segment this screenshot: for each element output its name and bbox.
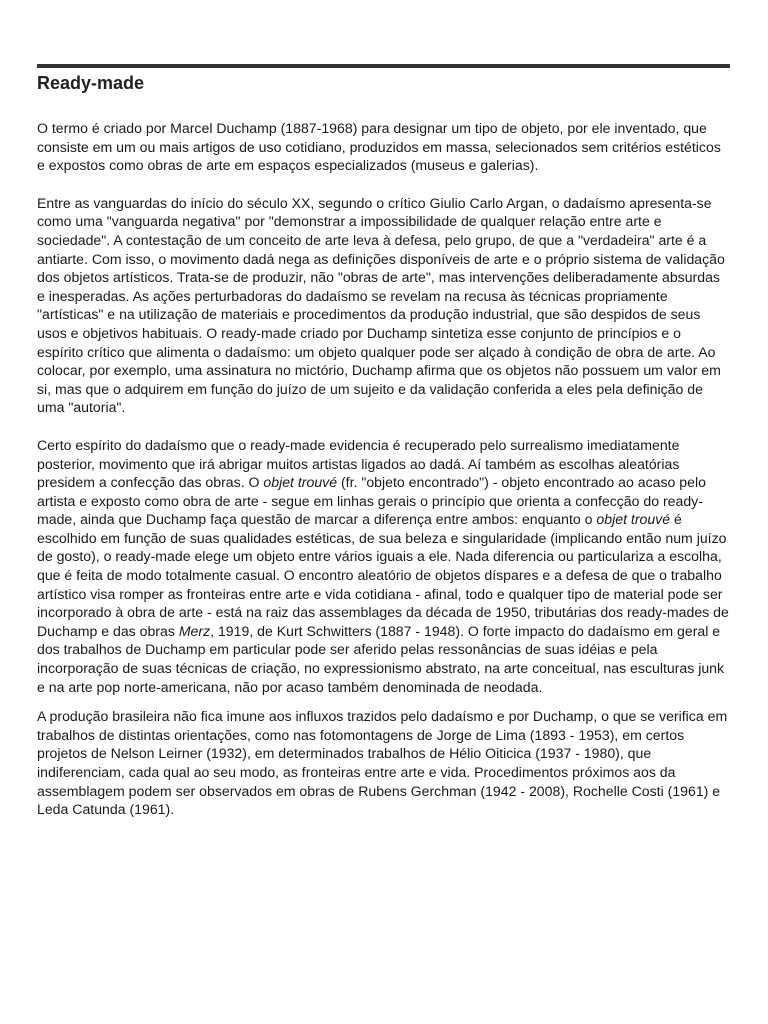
paragraph-1 — [37, 119, 729, 175]
text-segment: Certo espírito do dadaísmo que o ready-made evidencia é recuperado pelo surrealismo imediatamente posterior, movimento que irá abrigar muitos artistas ligados ao dadá. Aí também as escolhas aleatórias presidem a confecção das obras. O — [37, 436, 680, 491]
paragraph-3 — [37, 436, 729, 696]
document-page — [37, 64, 729, 838]
text-segment: O termo é criado por Marcel Duchamp (1887-1968) para designar um tipo de objeto, por ele inventado, que consiste em um ou mais artigos de uso cotidiano, produzidos em massa, selecionados sem critérios estéticos e expostos como obras de arte em espaços especializados (museus e galerias). — [37, 120, 721, 174]
header-rule — [37, 64, 730, 68]
text-segment: , 1919, de Kurt Schwitters (1887 - 1948). O forte impacto do dadaísmo em geral e dos trabalhos de Duchamp em particular pode ser aferido pelas ressonâncias de suas idéias e pela incorporação de suas técnicas de criação, no expressionismo abstrato, na arte conceitual, nas esculturas junk e na arte pop norte-americana, não por acaso também denominada de neodada. — [37, 622, 725, 695]
paragraph-4 — [37, 707, 729, 819]
italic-term: objet trouvé — [596, 511, 671, 528]
article-body — [37, 119, 729, 819]
paragraph-2 — [37, 194, 729, 417]
italic-term: Merz — [178, 622, 211, 639]
text-segment: (fr. "objeto encontrado") - objeto encontrado ao acaso pelo artista e exposto como obra de arte - segue em linhas gerais o princípio que orienta a confecção do ready-made, ainda que Duchamp faça questão de marcar a diferença entre ambos: enquanto o — [37, 474, 706, 528]
page-title: Ready-made — [37, 73, 145, 93]
text-segment: é escolhido em função de suas qualidades estéticas, de sua beleza e singularidade (implicando então num juízo de gosto), o ready-made elege um objeto entre vários iguais a ele. Nada diferencia ou particulariza a escolha, que é feita de modo totalmente casual. O encontro aleatório de objetos díspares e a defesa de que o trabalho artístico visa romper as fronteiras entre arte e vida cotidiana - afinal, todo e qualquer tipo de material pode ser incorporado à obra de arte - está na raiz das assemblages da década de 1950, tributárias dos ready-mades de Duchamp e das obras — [37, 511, 729, 639]
text-segment: Entre as vanguardas do início do século XX, segundo o crítico Giulio Carlo Argan, o dadaísmo apresenta-se como uma "vanguarda negativa" por "demonstrar a impossibilidade de qualquer relação entre arte e sociedade". A contestação de um conceito de arte leva à defesa, pelo grupo, de que a "verdadeira" arte é a antiarte. Com isso, o movimento dadá nega as definições disponíveis de arte e o próprio sistema de validação dos objetos artísticos. Trata-se de produzir, não "obras de arte", mas intervenções deliberadamente absurdas e inesperadas. As ações perturbadoras do dadaísmo se revelam na recusa às técnicas propriamente "artísticas" e na utilização de materiais e procedimentos da produção industrial, que são despidos de seus usos e objetivos habituais. O ready-made criado por Duchamp sintetiza esse conjunto de princípios e o espírito crítico que alimenta o dadaísmo: um objeto qualquer pode ser alçado à condição de obra de arte. Ao colocar, por exemplo, uma assinatura no mictório, Duchamp afirma que os objetos não possuem um valor em si, mas que o adquirem em função do juízo de um sujeito e da validação conferida a eles pela definição de uma "autoria". — [37, 194, 725, 416]
italic-term: objet trouvé — [263, 474, 338, 491]
text-segment: A produção brasileira não fica imune aos influxos trazidos pelo dadaísmo e por Duchamp, o que se verifica em trabalhos de distintas orientações, como nas fotomontagens de Jorge de Lima (1893 - 1953), em certos projetos de Nelson Leirner (1932), em determinados trabalhos de Hélio Oiticica (1937 - 1980), que indiferenciam, cada qual ao seu modo, as fronteiras entre arte e vida. Procedimentos próximos aos da assemblagem podem ser observados em obras de Rubens Gerchman (1942 - 2008), Rochelle Costi (1961) e Leda Catunda (1961). — [37, 708, 728, 818]
